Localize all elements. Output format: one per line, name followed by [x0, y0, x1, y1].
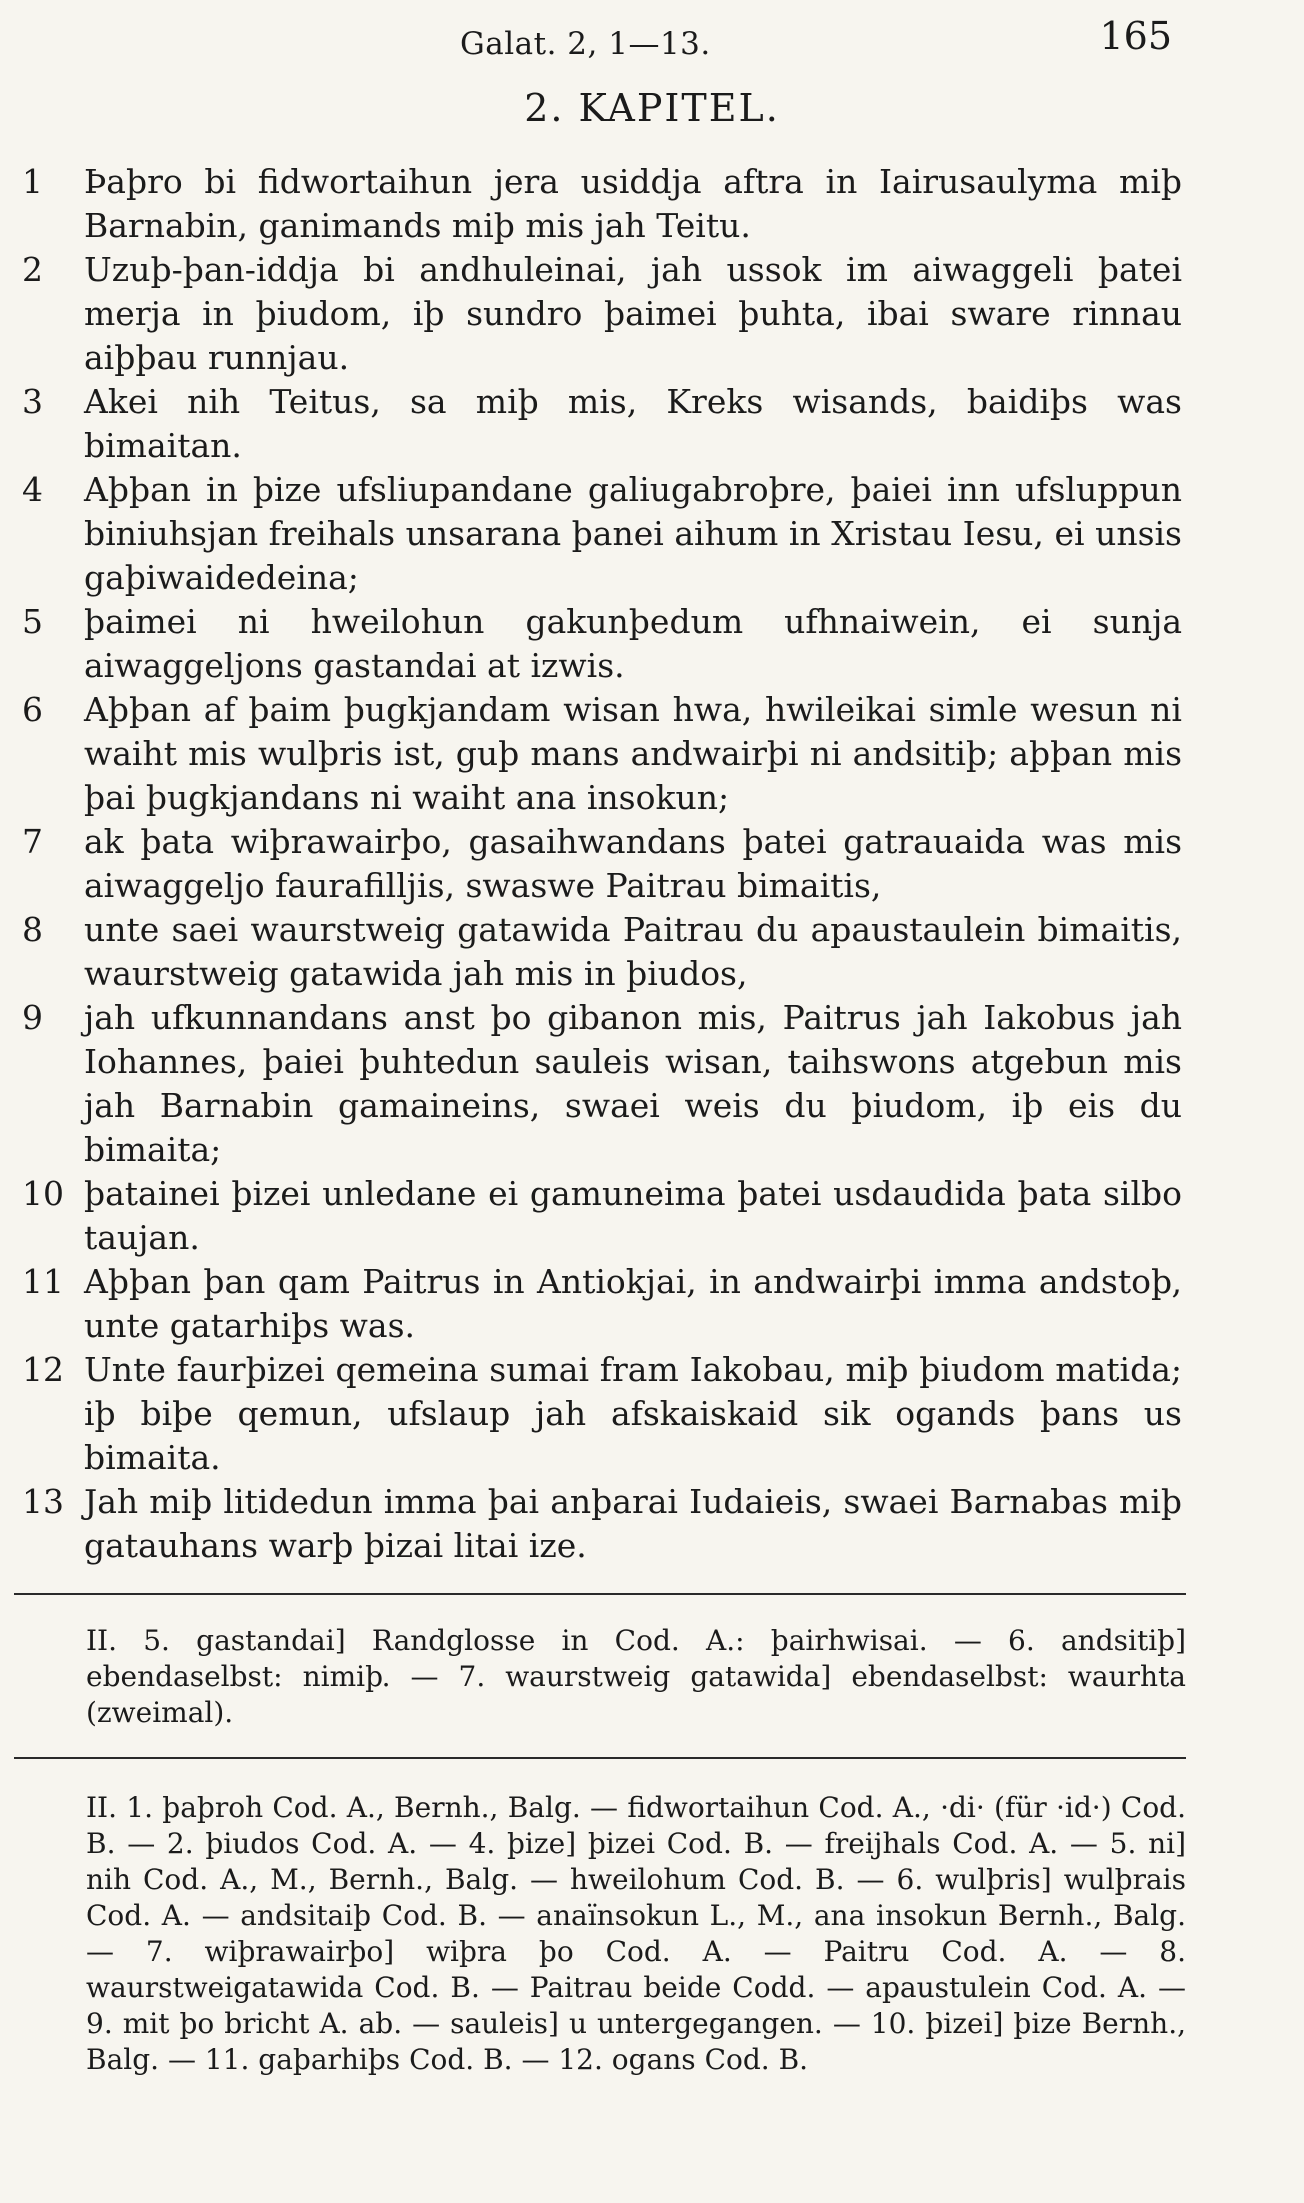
verse-number: 9	[22, 998, 43, 1037]
verse	[22, 380, 1182, 468]
verse-number: 11	[22, 1262, 64, 1301]
verse-number: 12	[22, 1350, 64, 1389]
verse-text: unte saei waurstweig gatawida Paitrau du apaustaulein bimaitis, waurstweig gatawida jah mis in þiudos,	[84, 910, 1182, 993]
verse	[22, 1260, 1182, 1348]
verse-text: Akei nih Teitus, sa miþ mis, Kreks wisands, baidiþs was bimaitan.	[84, 382, 1182, 465]
verse-text: þatainei þizei unledane ei gamuneima þatei usdaudida þata silbo taujan.	[84, 1174, 1182, 1257]
verse	[22, 688, 1182, 820]
verse-text: Aþþan af þaim þugkjandam wisan hwa, hwileikai simle wesun ni waiht mis wulþris ist, guþ mans andwairþi ni andsitiþ; aþþan mis þai þugkjandans ni waiht ana insokun;	[84, 690, 1182, 817]
gloss-text: II. 5. gastandai] Randglosse in Cod. A.: þairhwisai. — 6. andsitiþ] ebendaselbst: nimiþ. — 7. waurstweig gatawida] ebendaselbst: waurhta (zweimal).	[86, 1624, 1186, 1729]
verse-text: Aþþan þan qam Paitrus in Antiokjai, in andwairþi imma andstoþ, unte gatarhiþs was.	[84, 1262, 1182, 1345]
verse-text: jah ufkunnandans anst þo gibanon mis, Paitrus jah Iakobus jah Iohannes, þaiei þuhtedun sauleis wisan, taihswons atgebun mis jah Barnabin gamaineins, swaei weis du þiudom, iþ eis du bimaita;	[84, 998, 1182, 1169]
verse-text: ak þata wiþrawairþo, gasaihwandans þatei gatrauaida was mis aiwaggeljo faurafilljis, swaswe Paitrau bimaitis,	[84, 822, 1182, 905]
verse	[22, 1348, 1182, 1480]
page-number: 165	[1099, 14, 1172, 58]
verse	[22, 1172, 1182, 1260]
variant-text: II. 1. þaþroh Cod. A., Bernh., Balg. — fidwortaihun Cod. A., ·di· (für ·id·) Cod. B. — 2. þiudos Cod. A. — 4. þize] þizei Cod. B. — freijhals Cod. A. — 5. ni] nih Cod. A., M., Bernh., Balg. — hweilohum Cod. B. — 6. wulþris] wulþrais Cod. A. — andsitaiþ Cod. B. — anaïnsokun L., M., ana insokun Bernh., Balg. — 7. wiþrawairþo] wiþra þo Cod. A. — Paitru Cod. A. — 8. waurstweigatawida Cod. B. — Paitrau beide Codd. — apaustulein Cod. A. — 9. mit þo bricht A. ab. — sauleis] u untergegangen. — 10. þizei] þize Bernh., Balg. — 11. gaþarhiþs Cod. B. — 12. ogans Cod. B.	[86, 1791, 1186, 2076]
verse	[22, 996, 1182, 1172]
verse	[22, 908, 1182, 996]
verse-text: Jah miþ litidedun imma þai anþarai Iudaieis, swaei Barnabas miþ gatauhans warþ þizai litai ize.	[84, 1482, 1182, 1565]
verse-number: 7	[22, 822, 43, 861]
chapter-title: 2. KAPITEL.	[524, 86, 780, 130]
verse-number: 2	[22, 250, 43, 289]
verse	[22, 248, 1182, 380]
verse-text: Unte faurþizei qemeina sumai fram Iakobau, miþ þiudom matida; iþ biþe qemun, ufslaup jah afskaiskaid sik ogands þans us bimaita.	[84, 1350, 1182, 1477]
verse-number: 4	[22, 470, 43, 509]
verse-text: Aþþan in þize ufsliupandane galiugabroþre, þaiei inn ufsluppun biniuhsjan freihals unsarana þanei aihum in Xristau Iesu, ei unsis gaþiwaidedeina;	[84, 470, 1182, 597]
verse-number: 13	[22, 1482, 64, 1521]
verse-number: 1	[22, 162, 43, 201]
verse-number: 3	[22, 382, 43, 421]
running-title: Galat. 2, 1—13.	[460, 26, 711, 62]
verse-text: Þaþro bi fidwortaihun jera usiddja aftra in Iairusaulyma miþ Barnabin, ganimands miþ mis jah Teitu.	[84, 162, 1182, 245]
textual-variant-notes	[24, 1790, 1186, 2078]
verse	[22, 820, 1182, 908]
verse-text: þaimei ni hweilohun gakunþedum ufhnaiwein, ei sunja aiwaggeljons gastandai at izwis.	[84, 602, 1182, 685]
verse	[22, 600, 1182, 688]
verse-list	[22, 160, 1182, 1568]
verse	[22, 468, 1182, 600]
verse-number: 10	[22, 1174, 64, 1213]
verse-text: Uzuþ-þan-iddja bi andhuleinai, jah ussok im aiwaggeli þatei merja in þiudom, iþ sundro þaimei þuhta, ibai sware rinnau aiþþau runnjau.	[84, 250, 1182, 377]
footnote-divider	[14, 1593, 1186, 1595]
verse	[22, 1480, 1182, 1568]
page-header	[460, 14, 1172, 64]
marginal-gloss-notes	[24, 1623, 1186, 1731]
verse-number: 8	[22, 910, 43, 949]
verse	[22, 160, 1182, 248]
footnote-divider	[14, 1757, 1186, 1759]
verse-number: 5	[22, 602, 43, 641]
verse-number: 6	[22, 690, 43, 729]
